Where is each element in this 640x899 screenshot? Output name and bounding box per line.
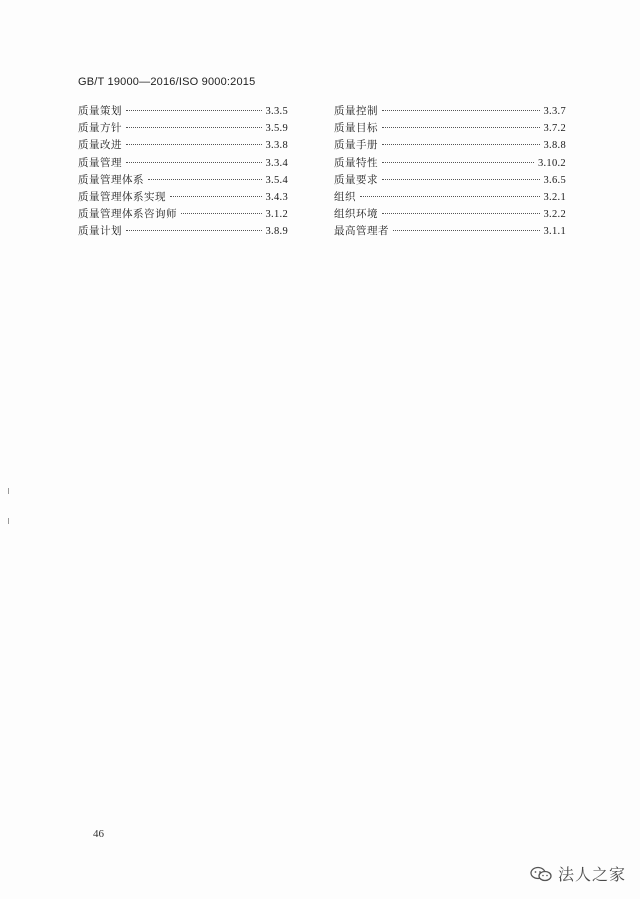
index-entry <box>334 155 566 172</box>
index-term: 最高管理者 <box>334 225 389 238</box>
index-term: 质量管理 <box>78 156 122 169</box>
index-column-right <box>334 103 566 241</box>
index-term: 组织 <box>334 190 356 203</box>
dot-leader <box>148 179 262 180</box>
index-ref: 3.6.5 <box>543 174 566 186</box>
index-term: 质量管理体系 <box>78 173 144 186</box>
index-entry <box>78 223 288 240</box>
index-entry <box>78 103 288 120</box>
dot-leader <box>382 110 540 111</box>
dot-leader <box>360 196 540 197</box>
index-term: 组织环境 <box>334 208 378 221</box>
index-term: 质量手册 <box>334 139 378 152</box>
index-term: 质量特性 <box>334 156 378 169</box>
watermark <box>530 862 626 885</box>
dot-leader <box>170 196 262 197</box>
wechat-icon <box>530 866 552 882</box>
index-entry <box>78 189 288 206</box>
dot-leader <box>126 162 262 163</box>
index-entry <box>334 137 566 154</box>
index-column-left <box>78 103 288 241</box>
scan-speck <box>8 488 9 494</box>
index-entry <box>78 137 288 154</box>
watermark-text: 法人之家 <box>557 865 626 884</box>
dot-leader <box>126 110 262 111</box>
scan-speck <box>8 518 9 524</box>
index-entry <box>78 172 288 189</box>
standard-header: GB/T 19000—2016/ISO 9000:2015 <box>78 76 256 88</box>
dot-leader <box>126 230 262 231</box>
index-ref: 3.2.2 <box>543 209 566 221</box>
index-term: 质量要求 <box>334 173 378 186</box>
index-ref: 3.3.4 <box>265 157 288 169</box>
dot-leader <box>393 230 540 231</box>
dot-leader <box>382 213 540 214</box>
index-ref: 3.3.7 <box>543 106 566 117</box>
index-term: 质量管理体系咨询师 <box>78 208 177 221</box>
index-entry <box>334 172 566 189</box>
index-ref: 3.7.2 <box>543 123 566 135</box>
index-ref: 3.1.2 <box>265 209 288 221</box>
index-ref: 3.10.2 <box>537 157 566 169</box>
dot-leader <box>181 213 262 214</box>
index-ref: 3.5.9 <box>265 123 288 135</box>
index-entry <box>78 155 288 172</box>
dot-leader <box>382 127 540 128</box>
index-term: 质量控制 <box>334 105 378 117</box>
index-ref: 3.3.8 <box>265 140 288 152</box>
index-term: 质量目标 <box>334 122 378 135</box>
index-entry <box>334 206 566 223</box>
index-entry <box>334 120 566 137</box>
index-ref: 3.4.3 <box>265 191 288 203</box>
index-term: 质量改进 <box>78 139 122 152</box>
index-term: 质量策划 <box>78 105 122 117</box>
index-ref: 3.5.4 <box>265 174 288 186</box>
index-entry <box>78 120 288 137</box>
index-ref: 3.1.1 <box>543 226 566 238</box>
index-ref: 3.2.1 <box>543 191 566 203</box>
index-ref: 3.8.9 <box>265 226 288 238</box>
index-term: 质量方针 <box>78 122 122 135</box>
dot-leader <box>126 144 262 145</box>
index-entry <box>78 206 288 223</box>
index-term: 质量管理体系实现 <box>78 190 166 203</box>
index-ref: 3.3.5 <box>265 106 288 117</box>
index-entry <box>334 189 566 206</box>
dot-leader <box>382 179 540 180</box>
dot-leader <box>382 144 540 145</box>
page-number: 46 <box>93 828 104 840</box>
dot-leader <box>382 162 534 163</box>
index-entry <box>334 223 566 240</box>
index-entry <box>334 103 566 120</box>
index-term: 质量计划 <box>78 225 122 238</box>
dot-leader <box>126 127 262 128</box>
index-ref: 3.8.8 <box>543 140 566 152</box>
